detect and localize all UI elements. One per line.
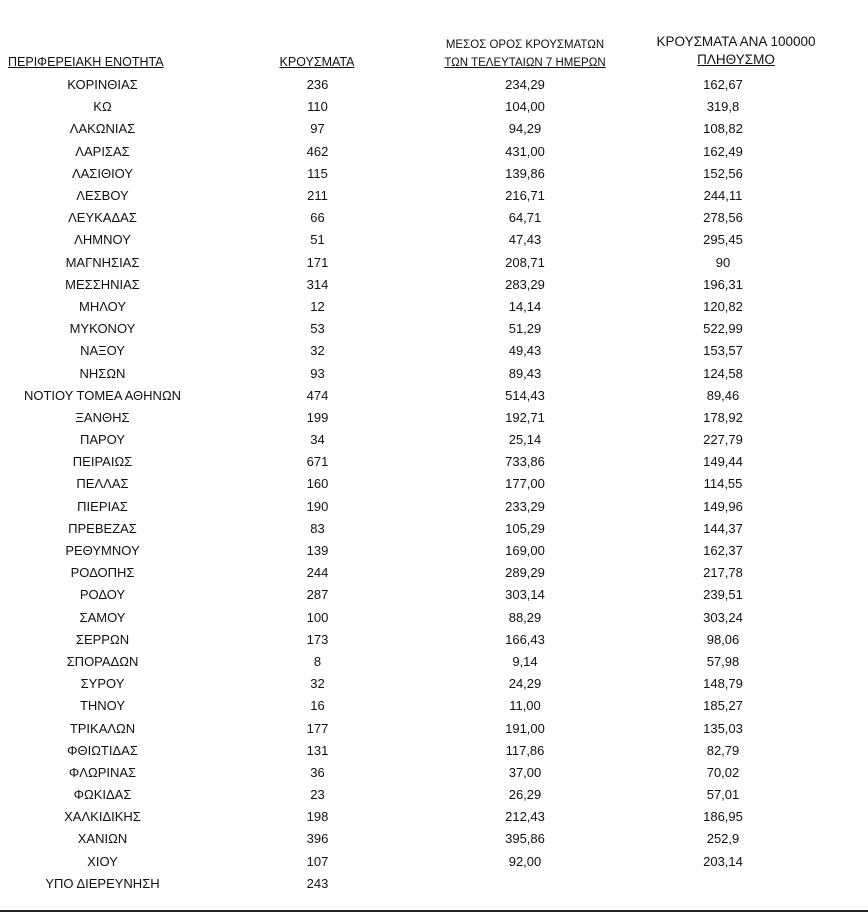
- header-cases: ΚΡΟΥΣΜΑΤΑ: [279, 55, 355, 69]
- per100k-cell: 303,24: [703, 609, 743, 625]
- avg-cell: 208,71: [505, 254, 545, 270]
- cases-cell: 190: [306, 498, 329, 514]
- avg-cell: 24,29: [508, 676, 542, 692]
- header-avg-line1: ΜΕΣΟΣ ΟΡΟΣ ΚΡΟΥΣΜΑΤΩΝ: [445, 39, 605, 51]
- avg-cell: 395,86: [505, 831, 545, 847]
- per100k-cell: 70,02: [706, 764, 740, 780]
- region-cell: ΤΡΙΚΑΛΩΝ: [69, 720, 136, 736]
- table-row: [0, 185, 826, 207]
- avg-cell: 94,29: [508, 121, 542, 137]
- region-cell: ΡΟΔΟΥ: [79, 587, 126, 603]
- avg-cell: 104,00: [505, 99, 545, 115]
- cases-cell: 16: [310, 698, 325, 714]
- region-cell: ΚΟΡΙΝΘΙΑΣ: [67, 77, 138, 93]
- region-cell: ΣΠΟΡΑΔΩΝ: [66, 653, 139, 669]
- per100k-cell: 227,79: [703, 432, 743, 448]
- per100k-cell: 162,37: [703, 543, 743, 559]
- per100k-cell: 252,9: [706, 831, 740, 847]
- region-cell: ΠΡΕΒΕΖΑΣ: [68, 520, 137, 536]
- cases-cell: 236: [306, 77, 329, 93]
- avg-cell: 191,00: [505, 720, 545, 736]
- cases-cell: 93: [310, 365, 325, 381]
- region-cell: ΜΥΚΟΝΟΥ: [69, 321, 136, 337]
- table-row: [0, 806, 826, 828]
- region-cell: ΛΗΜΝΟΥ: [74, 232, 131, 248]
- table-row: [0, 318, 826, 340]
- header-per100k: [636, 33, 836, 69]
- per100k-cell: 162,49: [703, 143, 743, 159]
- per100k-cell: 114,55: [703, 476, 743, 492]
- per100k-cell: 82,79: [706, 742, 740, 758]
- avg-cell: 192,71: [505, 409, 545, 425]
- cases-cell: 160: [306, 476, 329, 492]
- header-per100k-line2: ΠΛΗΘΥΣΜΟ: [697, 52, 775, 67]
- table-row: [0, 362, 826, 384]
- cases-cell: 243: [306, 875, 329, 891]
- avg-cell: 26,29: [508, 787, 542, 803]
- header-region: ΠΕΡΙΦΕΡΕΙΑΚΗ ΕΝΟΤΗΤΑ: [8, 55, 164, 69]
- header-per100k-line1: ΚΡΟΥΣΜΑΤΑ ΑΝΑ 100000: [656, 34, 816, 49]
- cases-cell: 199: [306, 409, 329, 425]
- per100k-cell: 149,44: [703, 454, 743, 470]
- per100k-cell: 203,14: [703, 853, 743, 869]
- per100k-cell: 120,82: [703, 298, 743, 314]
- avg-cell: 514,43: [505, 387, 545, 403]
- cases-cell: 32: [310, 676, 325, 692]
- cases-cell: 671: [306, 454, 329, 470]
- region-cell: ΜΑΓΝΗΣΙΑΣ: [65, 254, 140, 270]
- table-row: [0, 473, 826, 495]
- region-cell: ΣΑΜΟΥ: [79, 609, 126, 625]
- region-cell: ΧΙΟΥ: [87, 853, 118, 869]
- region-cell: ΥΠΟ ΔΙΕΡΕΥΝΗΣΗ: [45, 875, 160, 891]
- table-row: [0, 340, 826, 362]
- table-row: [0, 518, 826, 540]
- region-cell: ΛΕΥΚΑΔΑΣ: [68, 210, 137, 226]
- per100k-cell: [620, 873, 826, 895]
- region-cell: ΦΘΙΩΤΙΔΑΣ: [67, 742, 138, 758]
- region-cell: ΦΛΩΡΙΝΑΣ: [68, 764, 137, 780]
- avg-cell: 49,43: [508, 343, 542, 359]
- per100k-cell: 196,31: [703, 276, 743, 292]
- table-row: [0, 540, 826, 562]
- cases-cell: 198: [306, 809, 329, 825]
- avg-cell: 303,14: [505, 587, 545, 603]
- avg-cell: 733,86: [505, 454, 545, 470]
- region-cell: ΛΑΚΩΝΙΑΣ: [69, 121, 136, 137]
- per100k-cell: 185,27: [703, 698, 743, 714]
- table-row: [0, 562, 826, 584]
- avg-cell: 212,43: [505, 809, 545, 825]
- cases-cell: 110: [307, 99, 328, 115]
- avg-cell: 166,43: [505, 631, 545, 647]
- table-row: [0, 252, 826, 274]
- cases-cell: 23: [310, 787, 325, 803]
- table-row: [0, 851, 826, 873]
- region-cell: ΛΑΡΙΣΑΣ: [75, 143, 130, 159]
- region-cell: ΛΕΣΒΟΥ: [76, 188, 129, 204]
- table-row: [0, 118, 826, 140]
- region-cell: ΣΕΡΡΩΝ: [75, 631, 130, 647]
- region-cell: ΛΑΣΙΘΙΟΥ: [71, 165, 134, 181]
- per100k-cell: 244,11: [703, 188, 743, 204]
- avg-cell: [430, 873, 620, 895]
- table-row: [0, 385, 826, 407]
- cases-cell: 115: [307, 165, 328, 181]
- cases-cell: 462: [306, 143, 329, 159]
- cases-cell: 474: [306, 387, 329, 403]
- cases-cell: 287: [306, 587, 329, 603]
- region-cell: ΝΗΣΩΝ: [79, 365, 126, 381]
- table-row: [0, 407, 826, 429]
- table-row: [0, 296, 826, 318]
- region-cell: ΜΕΣΣΗΝΙΑΣ: [65, 276, 140, 292]
- cases-cell: 34: [310, 432, 325, 448]
- cases-cell: 36: [310, 764, 325, 780]
- avg-cell: 139,86: [505, 165, 545, 181]
- per100k-cell: 144,37: [703, 520, 743, 536]
- table-row: [0, 429, 826, 451]
- table-row: [0, 784, 826, 806]
- region-cell: ΧΑΝΙΩΝ: [77, 831, 128, 847]
- per100k-cell: 178,92: [703, 409, 743, 425]
- per100k-cell: 239,51: [703, 587, 743, 603]
- region-cell: ΤΗΝΟΥ: [79, 698, 126, 714]
- per100k-cell: 152,56: [703, 165, 743, 181]
- avg-cell: 11,00: [509, 698, 541, 714]
- region-cell: ΜΗΛΟΥ: [79, 298, 126, 314]
- table-row: [0, 828, 826, 850]
- avg-cell: 216,71: [505, 188, 545, 204]
- cases-cell: 97: [310, 121, 325, 137]
- avg-cell: 88,29: [508, 609, 542, 625]
- avg-cell: 234,29: [505, 77, 545, 93]
- table-row: [0, 274, 826, 296]
- table-row: [0, 695, 826, 717]
- table-row: [0, 584, 826, 606]
- cases-cell: 396: [306, 831, 329, 847]
- table-row: [0, 673, 826, 695]
- table-row: [0, 873, 826, 895]
- region-cell: ΝΟΤΙΟΥ ΤΟΜΕΑ ΑΘΗΝΩΝ: [23, 387, 182, 403]
- cases-cell: 131: [306, 742, 329, 758]
- cases-cell: 177: [306, 720, 329, 736]
- per100k-cell: 186,95: [703, 809, 743, 825]
- region-cell: ΞΑΝΘΗΣ: [75, 409, 130, 425]
- avg-cell: 47,43: [508, 232, 542, 248]
- avg-cell: 14,14: [508, 298, 542, 314]
- avg-cell: 51,29: [508, 321, 542, 337]
- per100k-cell: 57,98: [706, 653, 740, 669]
- per100k-cell: 278,56: [703, 210, 743, 226]
- per100k-cell: 149,96: [703, 498, 743, 514]
- per100k-cell: 217,78: [703, 565, 743, 581]
- per100k-cell: 108,82: [703, 121, 743, 137]
- cases-cell: 171: [306, 254, 329, 270]
- region-cell: ΠΑΡΟΥ: [79, 432, 126, 448]
- table-row: [0, 629, 826, 651]
- per100k-cell: 295,45: [703, 232, 743, 248]
- region-cell: ΦΩΚΙΔΑΣ: [73, 787, 132, 803]
- per100k-cell: 319,8: [706, 99, 740, 115]
- region-cell: ΣΥΡΟΥ: [80, 676, 125, 692]
- avg-cell: 431,00: [505, 143, 545, 159]
- region-cell: ΠΕΛΛΑΣ: [76, 476, 129, 492]
- cases-cell: 32: [310, 343, 325, 359]
- table-row: [0, 740, 826, 762]
- cases-cell: 139: [306, 543, 329, 559]
- avg-cell: 169,00: [505, 543, 545, 559]
- table-row: [0, 717, 826, 739]
- avg-cell: 283,29: [505, 276, 545, 292]
- avg-cell: 89,43: [508, 365, 542, 381]
- cases-table: [0, 74, 826, 895]
- avg-cell: 64,71: [508, 210, 542, 226]
- cases-cell: 173: [306, 631, 329, 647]
- table-row: [0, 762, 826, 784]
- avg-cell: 25,14: [508, 432, 542, 448]
- header-avg-line2: ΤΩΝ ΤΕΛΕΥΤΑΙΩΝ 7 ΗΜΕΡΩΝ: [444, 57, 606, 69]
- avg-cell: 9,14: [512, 653, 538, 669]
- cases-cell: 66: [310, 210, 325, 226]
- table-row: [0, 229, 826, 251]
- cases-cell: 211: [307, 188, 328, 204]
- table-row: [0, 496, 826, 518]
- table-row: [0, 451, 826, 473]
- avg-cell: 105,29: [505, 520, 545, 536]
- per100k-cell: 135,03: [703, 720, 743, 736]
- cases-cell: 8: [313, 653, 322, 669]
- per100k-cell: 153,57: [703, 343, 743, 359]
- avg-cell: 117,86: [505, 742, 545, 758]
- cases-cell: 244: [306, 565, 329, 581]
- cases-cell: 51: [310, 232, 325, 248]
- region-cell: ΠΕΙΡΑΙΩΣ: [72, 454, 133, 470]
- per100k-cell: 89,46: [706, 387, 740, 403]
- header-avg-7days: [412, 36, 638, 72]
- table-row: [0, 96, 826, 118]
- cases-cell: 12: [310, 298, 325, 314]
- avg-cell: 92,00: [508, 853, 542, 869]
- per100k-cell: 124,58: [703, 365, 743, 381]
- region-cell: ΡΟΔΟΠΗΣ: [70, 565, 135, 581]
- bottom-rule: [0, 910, 868, 912]
- cases-cell: 314: [306, 276, 329, 292]
- table-row: [0, 651, 826, 673]
- table-row: [0, 207, 826, 229]
- region-cell: ΧΑΛΚΙΔΙΚΗΣ: [64, 809, 141, 825]
- avg-cell: 289,29: [505, 565, 545, 581]
- cases-cell: 53: [310, 321, 325, 337]
- per100k-cell: 90: [715, 254, 731, 270]
- cases-cell: 83: [310, 520, 325, 536]
- per100k-cell: 148,79: [703, 676, 743, 692]
- region-cell: ΠΙΕΡΙΑΣ: [77, 498, 128, 514]
- table-body: [0, 74, 826, 895]
- per100k-cell: 522,99: [703, 321, 743, 337]
- cases-cell: 107: [306, 853, 329, 869]
- region-cell: ΡΕΘΥΜΝΟΥ: [65, 543, 140, 559]
- table-row: [0, 74, 826, 96]
- region-cell: ΚΩ: [93, 99, 112, 115]
- table-row: [0, 163, 826, 185]
- avg-cell: 37,00: [508, 764, 542, 780]
- region-cell: ΝΑΞΟΥ: [80, 343, 125, 359]
- per100k-cell: 162,67: [703, 77, 743, 93]
- table-row: [0, 607, 826, 629]
- cases-cell: 100: [306, 609, 329, 625]
- per100k-cell: 98,06: [706, 631, 740, 647]
- per100k-cell: 57,01: [706, 787, 740, 803]
- avg-cell: 233,29: [505, 498, 545, 514]
- table-row: [0, 141, 826, 163]
- avg-cell: 177,00: [505, 476, 545, 492]
